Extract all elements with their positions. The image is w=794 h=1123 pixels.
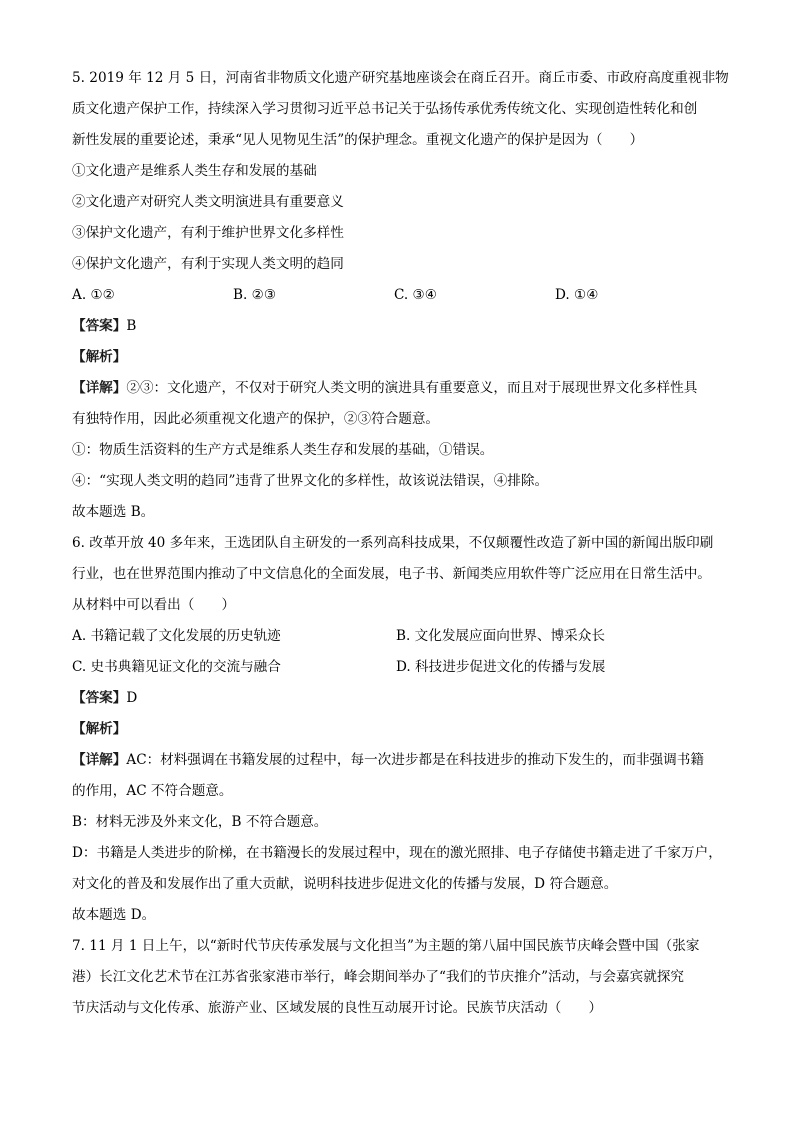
q5-answer-value: B [126, 318, 137, 334]
q5-answer [72, 311, 740, 342]
q5-stem-line-1: 5. 2019 年 12 月 5 日，河南省非物质文化遗产研究基地座谈会在商丘召开。商丘市委、市政府高度重视非物 [72, 70, 729, 86]
q6-detail-text-1: AC：材料强调在书籍发展的过程中，每一次进步都是在科技进步的推动下发生的，而非强调书籍 [126, 752, 704, 768]
q5-detail-line-4: ④：“实现人类文明的趋同”违背了世界文化的多样性，故该说法错误，④排除。 [72, 473, 549, 489]
q6-option-d: D. 科技进步促进文化的传播与发展 [396, 659, 606, 675]
q6-analysis-tag [72, 714, 740, 745]
q5-statement-3: ③保护文化遗产，有利于维护世界文化多样性 [72, 225, 344, 241]
document-content [72, 63, 740, 1024]
q5-detail-line-1 [72, 373, 740, 404]
q6-stem-line-1: 6. 改革开放 40 多年来，王选团队自主研发的一系列高科技成果，不仅颠覆性改造了新中国的新闻出版印刷 [72, 535, 714, 551]
q5-option-d: D. ①④ [555, 287, 599, 303]
q6-options-row-2 [72, 652, 740, 683]
q6-answer-tag: 【答案】 [72, 690, 127, 706]
q5-detail-tag: 【详解】 [72, 380, 127, 396]
q6-detail-line-3: B：材料无涉及外来文化，B 不符合题意。 [72, 814, 328, 830]
q5-option-a: A. ①② [72, 287, 115, 303]
q5-analysis-label: 【解析】 [72, 349, 127, 365]
q5-detail-text-1: ②③：文化遗产，不仅对于研究人类文明的演进具有重要意义，而且对于展现世界文化多样性具 [126, 380, 698, 396]
q7-stem-line-2: 港）长江文化艺术节在江苏省张家港市举行，峰会期间举办了“我们的节庆推介”活动，与会嘉宾就探究 [72, 969, 685, 985]
q6-detail-line-5: 对文化的普及和发展作出了重大贡献，说明科技进步促进文化的传播与发展，D 符合题意。 [72, 876, 618, 892]
q5-statement-1: ①文化遗产是维系人类生存和发展的基础 [72, 163, 317, 179]
q6-analysis-label: 【解析】 [72, 721, 127, 737]
q6-detail-line-4: D：书籍是人类进步的阶梯，在书籍漫长的发展过程中，现在的激光照排、电子存储使书籍走进了千家万户， [72, 845, 722, 861]
q6-detail-line-1 [72, 745, 740, 776]
q6-option-c: C. 史书典籍见证文化的交流与融合 [72, 659, 281, 675]
q5-option-b: B. ②③ [233, 287, 277, 303]
q6-detail-tag: 【详解】 [72, 752, 127, 768]
q6-answer-value: D [126, 690, 138, 706]
q6-detail-line-6: 故本题选 D。 [72, 907, 156, 923]
q5-statement-4: ④保护文化遗产，有利于实现人类文明的趋同 [72, 256, 344, 272]
q6-option-a: A. 书籍记载了文化发展的历史轨迹 [72, 628, 281, 644]
q5-detail-line-3: ①：物质生活资料的生产方式是维系人类生存和发展的基础，①错误。 [72, 442, 494, 458]
q6-option-b: B. 文化发展应面向世界、博采众长 [396, 628, 605, 644]
q6-stem-line-2: 行业，也在世界范围内推动了中文信息化的全面发展，电子书、新闻类应用软件等广泛应用在日常生活中。 [72, 566, 711, 582]
q5-stem-line-3: 新性发展的重要论述，秉承“见人见物见生活”的保护理念。重视文化遗产的保护是因为（ ） [72, 132, 644, 148]
q5-detail-line-5: 故本题选 B。 [72, 504, 155, 520]
q5-statement-2: ②文化遗产对研究人类文明演进具有重要意义 [72, 194, 344, 210]
q6-stem-line-3: 从材料中可以看出（ ） [72, 597, 236, 613]
q7-stem-line-1: 7. 11 月 1 日上午，以“新时代节庆传承发展与文化担当”为主题的第八届中国民族节庆峰会暨中国（张家 [72, 938, 700, 954]
q6-detail-line-2: 的作用，AC 不符合题意。 [72, 783, 233, 799]
q6-answer [72, 683, 740, 714]
q5-stem-line-2: 质文化遗产保护工作，持续深入学习贯彻习近平总书记关于弘扬传承优秀传统文化、实现创造性转化和创 [72, 101, 698, 117]
q5-detail-line-2: 有独特作用，因此必须重视文化遗产的保护，②③符合题意。 [72, 411, 440, 427]
q5-answer-tag: 【答案】 [72, 318, 127, 334]
q5-analysis-tag [72, 342, 740, 373]
q5-option-c: C. ③④ [394, 287, 437, 303]
q6-options-row-1 [72, 621, 740, 652]
q5-options [72, 280, 740, 311]
q7-stem-line-3: 节庆活动与文化传承、旅游产业、区域发展的良性互动展开讨论。民族节庆活动（ ） [72, 1000, 603, 1016]
